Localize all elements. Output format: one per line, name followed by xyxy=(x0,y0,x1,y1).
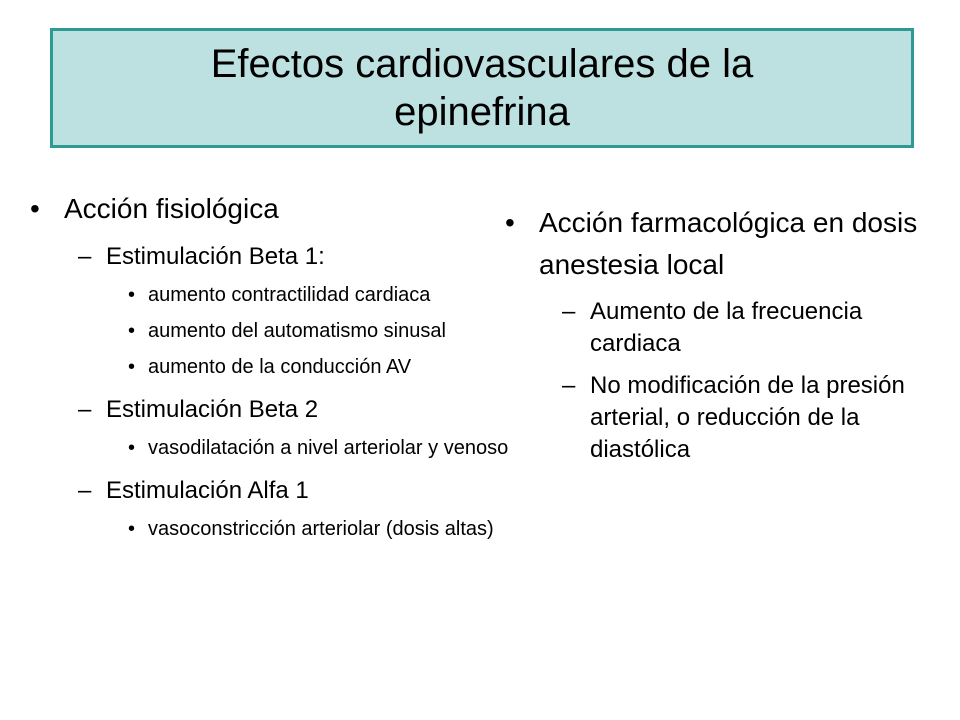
dash-icon: – xyxy=(78,477,92,504)
bullet-icon: • xyxy=(128,518,136,540)
bullet-icon: • xyxy=(128,437,136,459)
slide-title xyxy=(50,28,914,148)
bullet-icon: • xyxy=(505,207,515,238)
list-item: • aumento de la conducción AV xyxy=(128,356,412,378)
right-heading-text: Acción farmacológica en dosis anestesia local xyxy=(539,207,918,280)
left-column xyxy=(30,192,530,541)
left-heading-text: Acción fisiológica xyxy=(64,193,279,224)
title-line-1: Efectos cardiovasculares de la xyxy=(210,42,754,86)
list-item: – Aumento de la frecuencia cardiaca xyxy=(562,298,863,357)
dash-icon: – xyxy=(562,372,576,399)
group-alfa1-label: – Estimulación Alfa 1 xyxy=(78,477,309,504)
list-item: • vasodilatación a nivel arteriolar y venoso xyxy=(128,437,509,459)
bullet-icon: • xyxy=(30,193,40,224)
right-heading xyxy=(505,202,925,286)
dash-icon: – xyxy=(562,298,576,325)
group-beta2-label: – Estimulación Beta 2 xyxy=(78,396,319,423)
title-line-2: epinefrina xyxy=(394,90,570,134)
dash-icon: – xyxy=(78,243,92,270)
list-item: • aumento del automatismo sinusal xyxy=(128,320,446,342)
list-item: – No modificación de la presión arterial, o reducción de la diastólica xyxy=(562,372,905,463)
bullet-icon: • xyxy=(128,356,136,378)
list-item: • aumento contractilidad cardiaca xyxy=(128,284,431,306)
list-item: • vasoconstricción arteriolar (dosis altas) xyxy=(128,518,494,540)
right-column xyxy=(505,202,925,466)
left-heading xyxy=(30,192,530,226)
group-beta1-label: – Estimulación Beta 1: xyxy=(78,243,325,270)
dash-icon: – xyxy=(78,396,92,423)
bullet-icon: • xyxy=(128,320,136,342)
bullet-icon: • xyxy=(128,284,136,306)
